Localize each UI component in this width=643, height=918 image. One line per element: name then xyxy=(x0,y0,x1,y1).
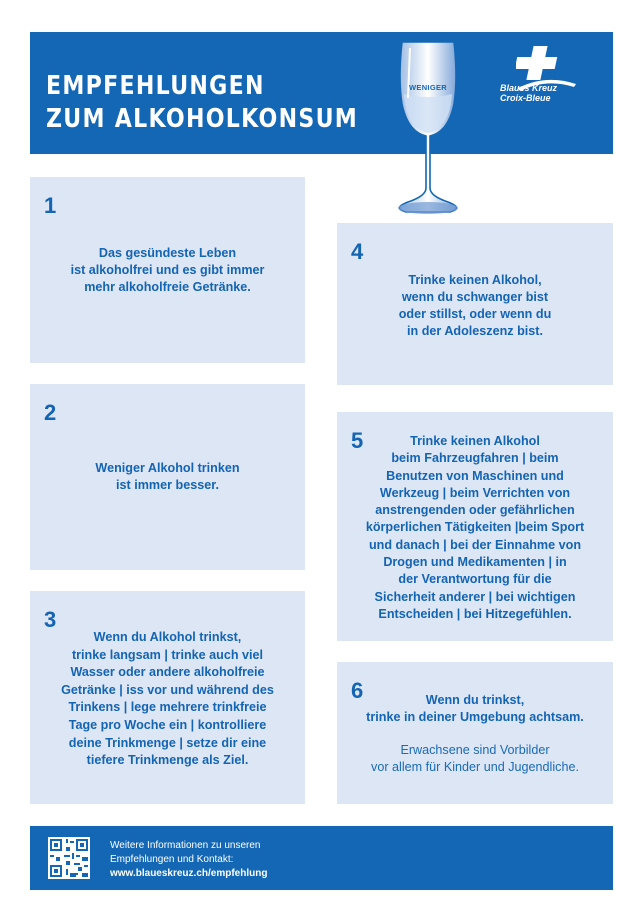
card-note: Erwachsene sind Vorbilder vor allem für Kinder und Jugendliche. xyxy=(371,743,579,774)
card-number: 6 xyxy=(351,678,364,703)
card-text: Das gesündeste Leben ist alkoholfrei und es gibt immer mehr alkoholfreie Getränke. xyxy=(70,246,265,294)
page-title xyxy=(46,70,358,136)
qr-code-icon[interactable] xyxy=(48,837,90,879)
footer-line-1: Weitere Informationen zu unseren xyxy=(110,840,261,851)
footer-line-2: Empfehlungen und Kontakt: xyxy=(110,854,234,865)
recommendation-card-1 xyxy=(30,177,305,363)
card-number: 5 xyxy=(351,428,364,453)
card-number: 4 xyxy=(351,239,364,264)
card-text: Wenn du Alkohol trinkst, trinke langsam | trinke auch viel Wasser oder andere alkoholfreie Getränke | iss vor und während des Trinkens | lege mehrere trinkfreie Tage pro Woche ein | kontrolliere deine Trinkmenge | setze dir eine tiefere Trinkmenge als Ziel. xyxy=(61,630,274,768)
recommendation-card-2 xyxy=(30,384,305,570)
wine-glass-icon xyxy=(388,38,468,218)
logo-text: Blaues Kreuz Croix-Bleue xyxy=(500,83,558,103)
recommendation-card-4 xyxy=(337,223,613,385)
card-text: Wenn du trinkst, trinke in deiner Umgebung achtsam. xyxy=(366,693,584,724)
card-text: Trinke keinen Alkohol beim Fahrzeugfahren | beim Benutzen von Maschinen und Werkzeug | beim Verrichten von anstrengenden oder gefährlichen körperlichen Tätigkeiten |beim Sport und danach | bei der Einnahme von Drogen und Medikamenten | in der Verantwortung für die Sicherheit anderer | bei wichtigen Entscheiden | bei Hitzegefühlen. xyxy=(365,434,585,621)
footer-url-link[interactable]: www.blaueskreuz.ch/empfehlung xyxy=(110,868,268,879)
glass-label: WENIGER xyxy=(409,83,447,92)
title-line-1: EMPFEHLUNGEN xyxy=(46,71,265,101)
title-line-2: ZUM ALKOHOLKONSUM xyxy=(46,104,359,134)
footer-banner xyxy=(30,826,613,890)
recommendation-card-6 xyxy=(337,662,613,804)
card-number: 3 xyxy=(44,607,57,632)
recommendation-card-3 xyxy=(30,591,305,804)
header-banner xyxy=(30,32,613,154)
footer-info xyxy=(110,839,267,881)
card-text: Weniger Alkohol trinken ist immer besser. xyxy=(95,461,240,492)
recommendation-card-5 xyxy=(337,412,613,641)
card-number: 2 xyxy=(44,400,57,425)
card-text: Trinke keinen Alkohol, wenn du schwanger bist oder stillst, oder wenn du in der Adoleszenz bist. xyxy=(398,273,552,338)
card-number: 1 xyxy=(44,193,57,218)
